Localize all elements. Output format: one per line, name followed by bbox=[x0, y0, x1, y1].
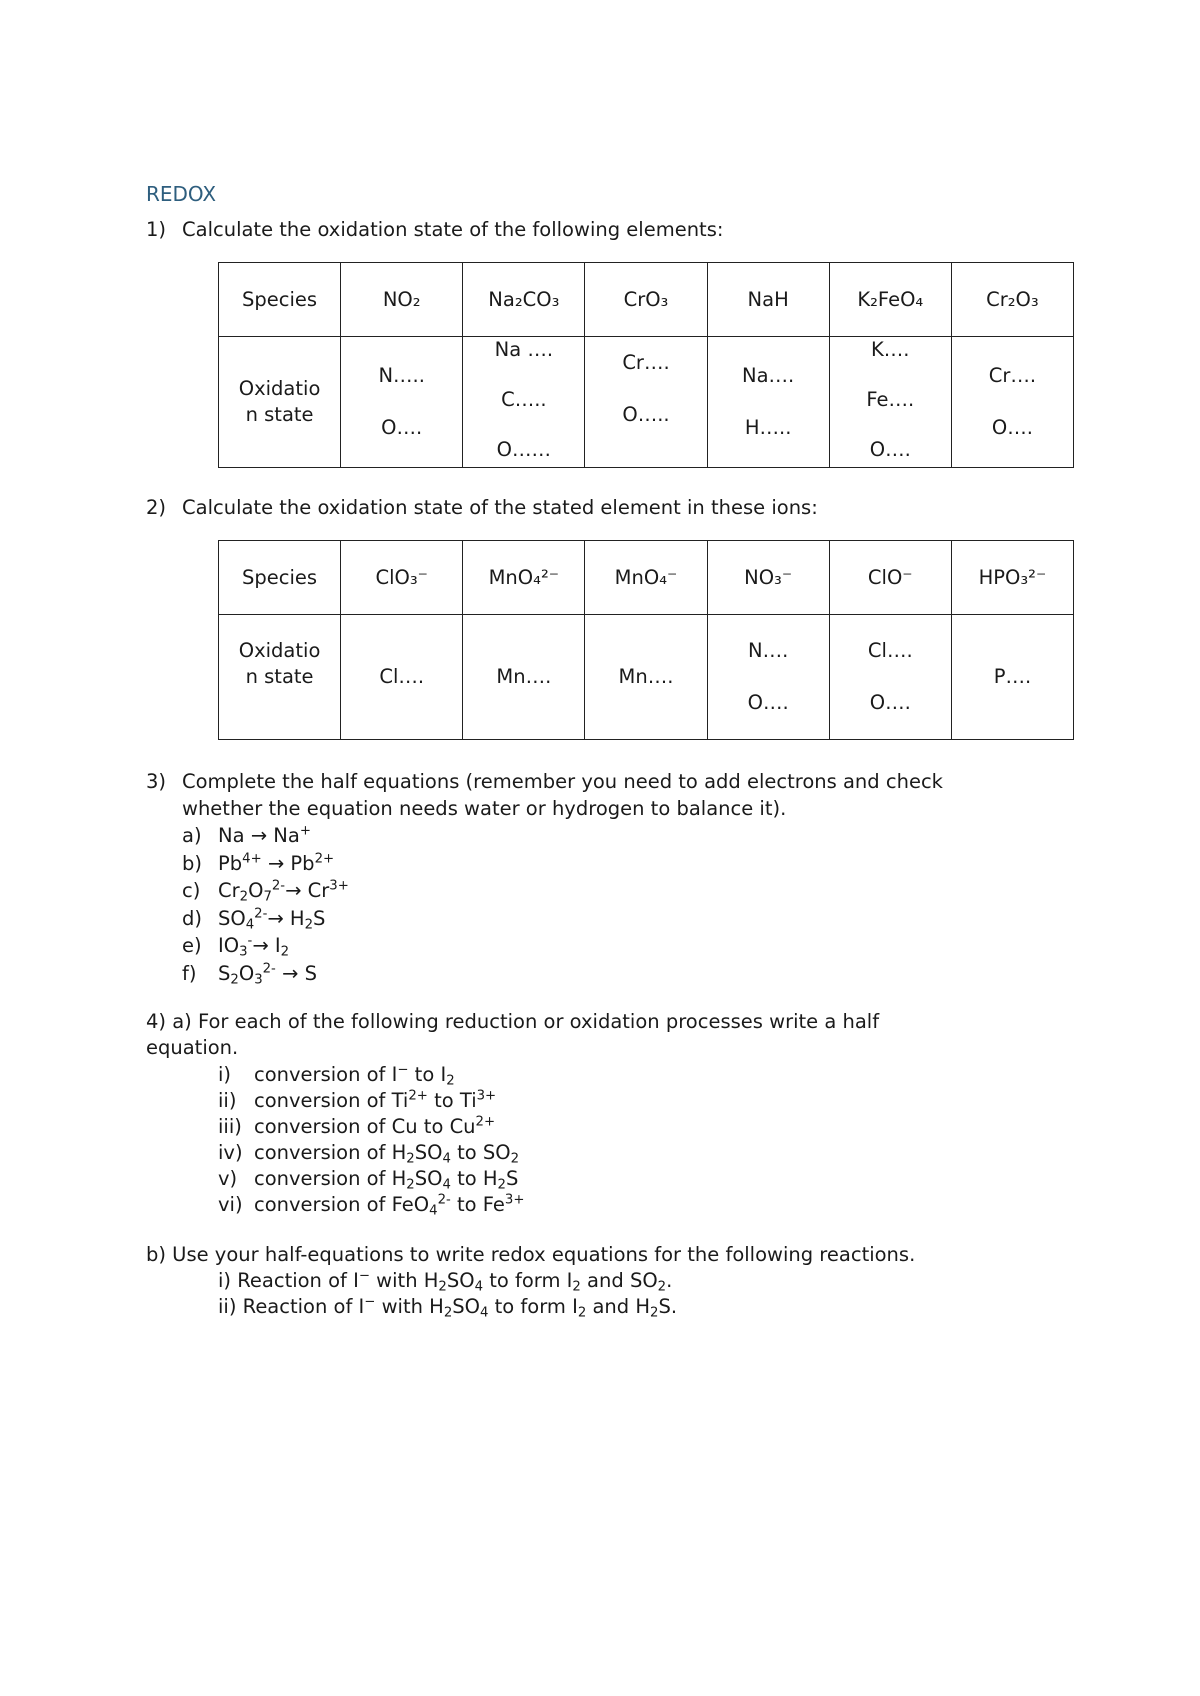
answer-cell[interactable]: Cl…. bbox=[341, 615, 463, 740]
process-text: conversion of $H_2SO_4$ to $SO_2$ bbox=[254, 1141, 520, 1167]
species-cell: NO₂ bbox=[341, 263, 463, 337]
answer-cell[interactable]: Mn…. bbox=[585, 615, 707, 740]
list-item: i) conversion of I− to $I_2$ bbox=[218, 1062, 455, 1089]
list-item: c) $Cr_2O_7^{2-}\to Cr^{3+}$ bbox=[182, 878, 349, 905]
table-body-row bbox=[219, 337, 1074, 468]
species-cell: NaH bbox=[707, 263, 829, 337]
row-header-oxidation-state: Oxidatio n state bbox=[219, 337, 341, 468]
question-2-prompt bbox=[146, 496, 818, 519]
question-3-text-line2: whether the equation needs water or hydrogen to balance it). bbox=[182, 797, 787, 820]
question-1-prompt bbox=[146, 218, 723, 241]
oxidation-table-2 bbox=[218, 540, 1074, 740]
process-text: conversion of $Ti^{2+}$ to $Ti^{3+}$ bbox=[254, 1088, 497, 1112]
list-item: vi) conversion of FeO$_4^{2-}$ to $Fe^{3+}$ bbox=[218, 1192, 525, 1219]
question-2-number: 2) bbox=[146, 496, 167, 519]
reaction-item-1: i) Reaction of I− with $H_2SO_4$ to form $I_2$ and $SO_2$. bbox=[218, 1268, 673, 1295]
answer-cell[interactable]: N….. O…. bbox=[341, 337, 463, 468]
question-1-number: 1) bbox=[146, 218, 167, 241]
process-text: conversion of Cu to $Cu^{2+}$ bbox=[254, 1114, 496, 1138]
process-text: conversion of FeO$_4^{2-}$ to $Fe^{3+}$ bbox=[254, 1192, 525, 1219]
answer-cell[interactable]: P…. bbox=[951, 615, 1073, 740]
species-cell: K₂FeO₄ bbox=[829, 263, 951, 337]
question-3-prompt bbox=[146, 770, 943, 793]
equation-text: $Cr_2O_7^{2-}\to Cr^{3+}$ bbox=[218, 878, 349, 905]
species-cell: MnO₄⁻ bbox=[585, 541, 707, 615]
species-cell: HPO₃²⁻ bbox=[951, 541, 1073, 615]
equation-text: $SO_4^{2-}\to H_2S$ bbox=[218, 906, 326, 933]
answer-cell[interactable]: Cr…. O…. bbox=[951, 337, 1073, 468]
half-equation-list bbox=[182, 822, 349, 987]
question-4a-text-line1: 4) a) For each of the following reduction or oxidation processes write a half bbox=[146, 1010, 880, 1033]
list-item: iii) conversion of Cu to $Cu^{2+}$ bbox=[218, 1114, 496, 1138]
answer-cell[interactable]: Na …. C….. O…… bbox=[463, 337, 585, 468]
list-item: f) $S_2O_3^{2-} \to S$ bbox=[182, 961, 317, 988]
process-text: conversion of $H_2SO_4$ to $H_2S$ bbox=[254, 1167, 519, 1193]
species-cell: CrO₃ bbox=[585, 263, 707, 337]
question-4a-text-line2: equation. bbox=[146, 1036, 239, 1059]
question-4b-text: b) Use your half-equations to write redox equations for the following reactions. bbox=[146, 1243, 916, 1266]
equation-text: $IO_3^-\to I_2$ bbox=[218, 933, 290, 960]
answer-cell[interactable]: Na…. H….. bbox=[707, 337, 829, 468]
page-title: REDOX bbox=[146, 182, 217, 206]
list-item: ii) conversion of $Ti^{2+}$ to $Ti^{3+}$ bbox=[218, 1088, 497, 1112]
answer-cell[interactable]: Cr…. O….. bbox=[585, 337, 707, 468]
table-header-row bbox=[219, 541, 1074, 615]
question-1-text: Calculate the oxidation state of the following elements: bbox=[182, 218, 724, 241]
species-cell: MnO₄²⁻ bbox=[463, 541, 585, 615]
row-header-species: Species bbox=[219, 263, 341, 337]
species-cell: ClO⁻ bbox=[829, 541, 951, 615]
list-item: b) $Pb^{4+} \to Pb^{2+}$ bbox=[182, 851, 335, 875]
answer-cell[interactable]: K…. Fe…. O…. bbox=[829, 337, 951, 468]
equation-text: Na → Na+ bbox=[218, 823, 311, 847]
species-cell: ClO₃⁻ bbox=[341, 541, 463, 615]
equation-text: $S_2O_3^{2-} \to S$ bbox=[218, 961, 317, 988]
equation-text: $Pb^{4+} \to Pb^{2+}$ bbox=[218, 851, 335, 875]
row-header-oxidation-state: Oxidatio n state bbox=[219, 615, 341, 740]
question-2-text: Calculate the oxidation state of the stated element in these ions: bbox=[182, 496, 818, 519]
table-header-row bbox=[219, 263, 1074, 337]
process-text: conversion of I− to $I_2$ bbox=[254, 1062, 455, 1089]
oxidation-table-1 bbox=[218, 262, 1074, 468]
row-header-species: Species bbox=[219, 541, 341, 615]
list-item: v) conversion of $H_2SO_4$ to $H_2S$ bbox=[218, 1167, 519, 1193]
species-cell: NO₃⁻ bbox=[707, 541, 829, 615]
reaction-item-2: ii) Reaction of I− with $H_2SO_4$ to form $I_2$ and $H_2S$. bbox=[218, 1294, 678, 1321]
question-3-number: 3) bbox=[146, 770, 167, 793]
answer-cell[interactable]: Cl…. O…. bbox=[829, 615, 951, 740]
answer-cell[interactable]: Mn…. bbox=[463, 615, 585, 740]
process-list bbox=[218, 1062, 524, 1218]
question-3-text-line1: Complete the half equations (remember you need to add electrons and check bbox=[182, 770, 943, 793]
list-item: a) Na → Na+ bbox=[182, 823, 311, 847]
table-body-row bbox=[219, 615, 1074, 740]
list-item: d) $SO_4^{2-}\to H_2S$ bbox=[182, 906, 326, 933]
answer-cell[interactable]: N…. O…. bbox=[707, 615, 829, 740]
list-item: iv) conversion of $H_2SO_4$ to $SO_2$ bbox=[218, 1141, 520, 1167]
species-cell: Na₂CO₃ bbox=[463, 263, 585, 337]
list-item: e) $IO_3^-\to I_2$ bbox=[182, 933, 290, 960]
species-cell: Cr₂O₃ bbox=[951, 263, 1073, 337]
